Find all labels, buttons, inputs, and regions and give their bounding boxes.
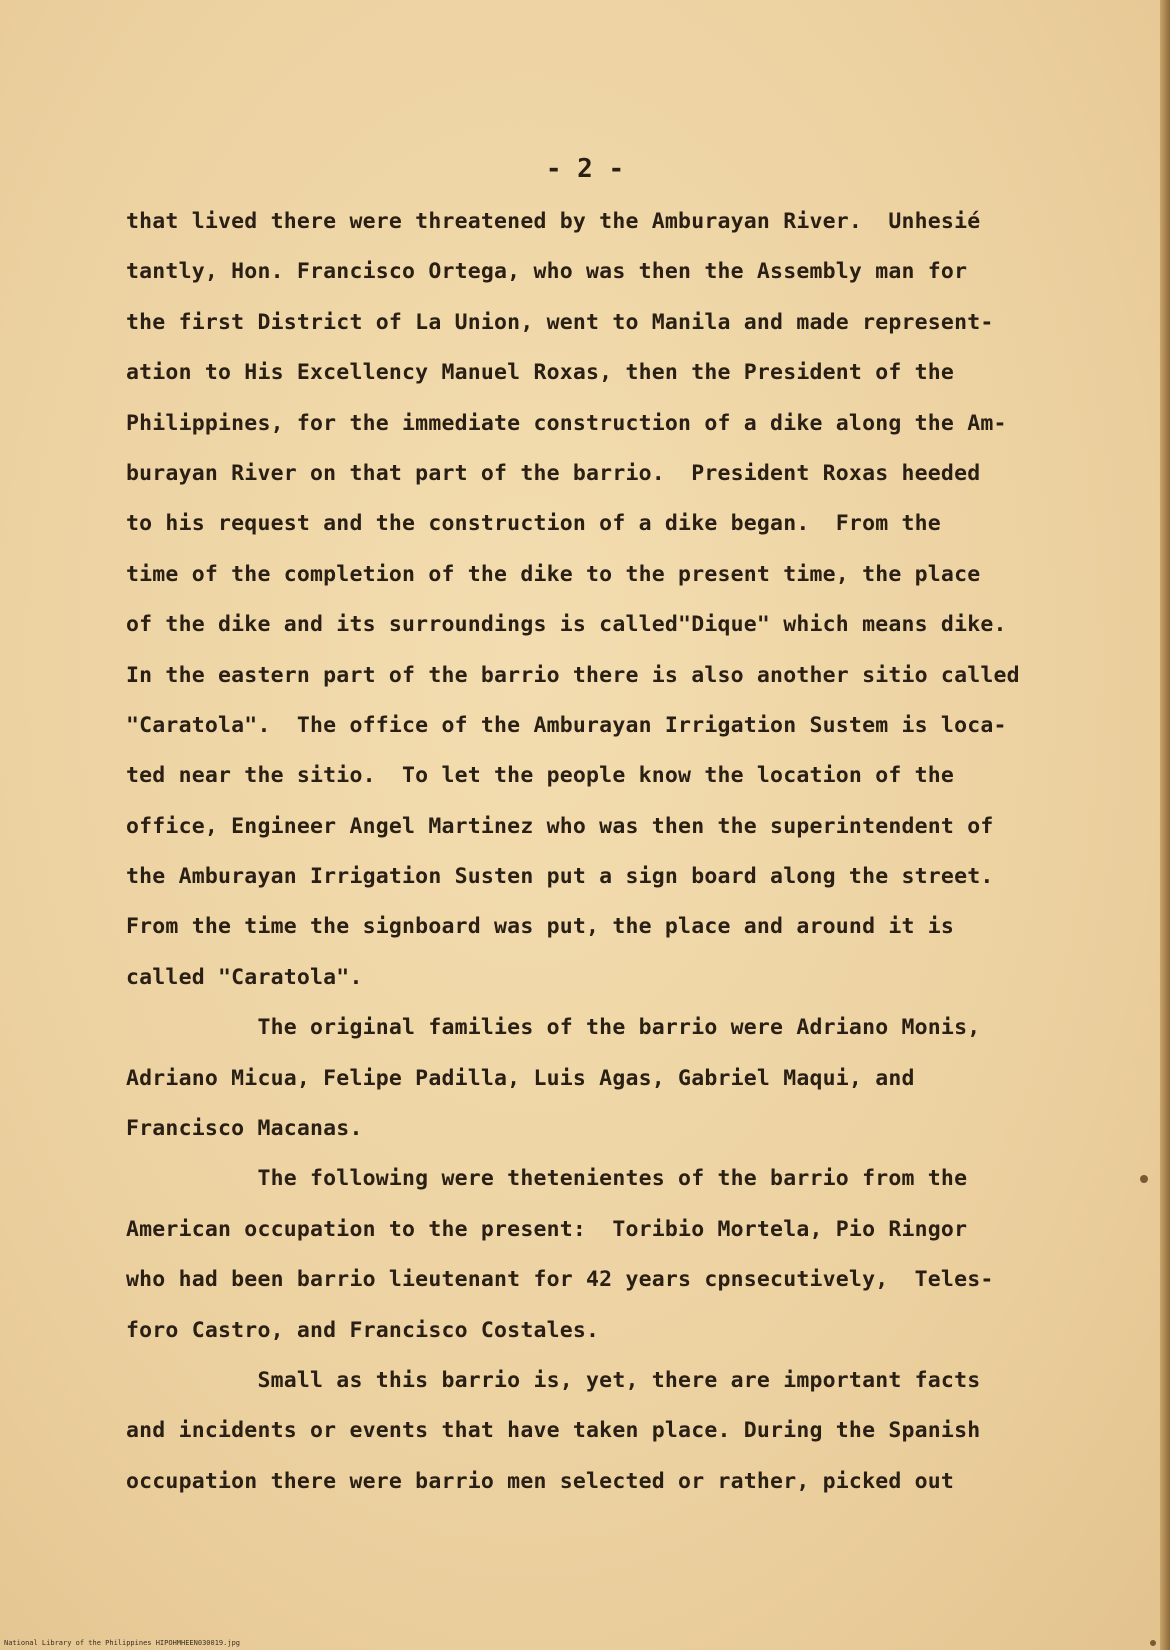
ink-spot (1150, 1640, 1156, 1646)
footer-caption: National Library of the Philippines HIPOHMHEEN030019.jpg (4, 1639, 241, 1647)
body-text (126, 197, 1020, 1507)
text-line: foro Castro, and Francisco Costales. (126, 1317, 600, 1343)
text-line: Philippines, for the immediate construction of a dike along the Am- (126, 410, 1007, 436)
text-line: of the dike and its surroundings is called"Dique" which means dike. (126, 612, 1007, 638)
text-line: burayan River on that part of the barrio. President Roxas heeded (126, 460, 981, 486)
text-line: who had been barrio lieutenant for 42 years cpnsecutively, Teles- (126, 1267, 994, 1293)
text-line: office, Engineer Angel Martinez who was then the superintendent of (126, 813, 994, 839)
page-number: - 2 - (545, 154, 625, 184)
text-line: ation to His Excellency Manuel Roxas, then the President of the (126, 360, 955, 386)
text-line: Francisco Macanas. (126, 1116, 363, 1142)
text-line: American occupation to the present: Toribio Mortela, Pio Ringor (126, 1216, 968, 1242)
text-line: occupation there were barrio men selected or rather, picked out (126, 1468, 955, 1494)
text-line: Small as this barrio is, yet, there are important facts (126, 1367, 981, 1393)
ink-spot (1140, 1175, 1148, 1183)
page-edge (1160, 0, 1170, 1650)
text-line: time of the completion of the dike to the present time, the place (126, 561, 981, 587)
text-line: ted near the sitio. To let the people know the location of the (126, 763, 955, 789)
text-line: called "Caratola". (126, 964, 363, 990)
text-line: In the eastern part of the barrio there is also another sitio called (126, 662, 1020, 688)
text-line: The following were thetenientes of the barrio from the (126, 1166, 968, 1192)
text-line: "Caratola". The office of the Amburayan Irrigation Sustem is loca- (126, 712, 1007, 738)
text-line: The original families of the barrio were Adriano Monis, (126, 1015, 981, 1041)
text-line: From the time the signboard was put, the place and around it is (126, 914, 955, 940)
text-line: the first District of La Union, went to Manila and made represent- (126, 309, 994, 335)
text-line: to his request and the construction of a dike began. From the (126, 511, 941, 537)
text-line: Adriano Micua, Felipe Padilla, Luis Agas, Gabriel Maqui, and (126, 1065, 915, 1091)
text-line: tantly, Hon. Francisco Ortega, who was then the Assembly man for (126, 259, 968, 285)
text-line: that lived there were threatened by the Amburayan River. Unhesié (126, 209, 981, 234)
text-line: the Amburayan Irrigation Susten put a sign board along the street. (126, 864, 994, 890)
text-line: and incidents or events that have taken place. During the Spanish (126, 1418, 981, 1444)
